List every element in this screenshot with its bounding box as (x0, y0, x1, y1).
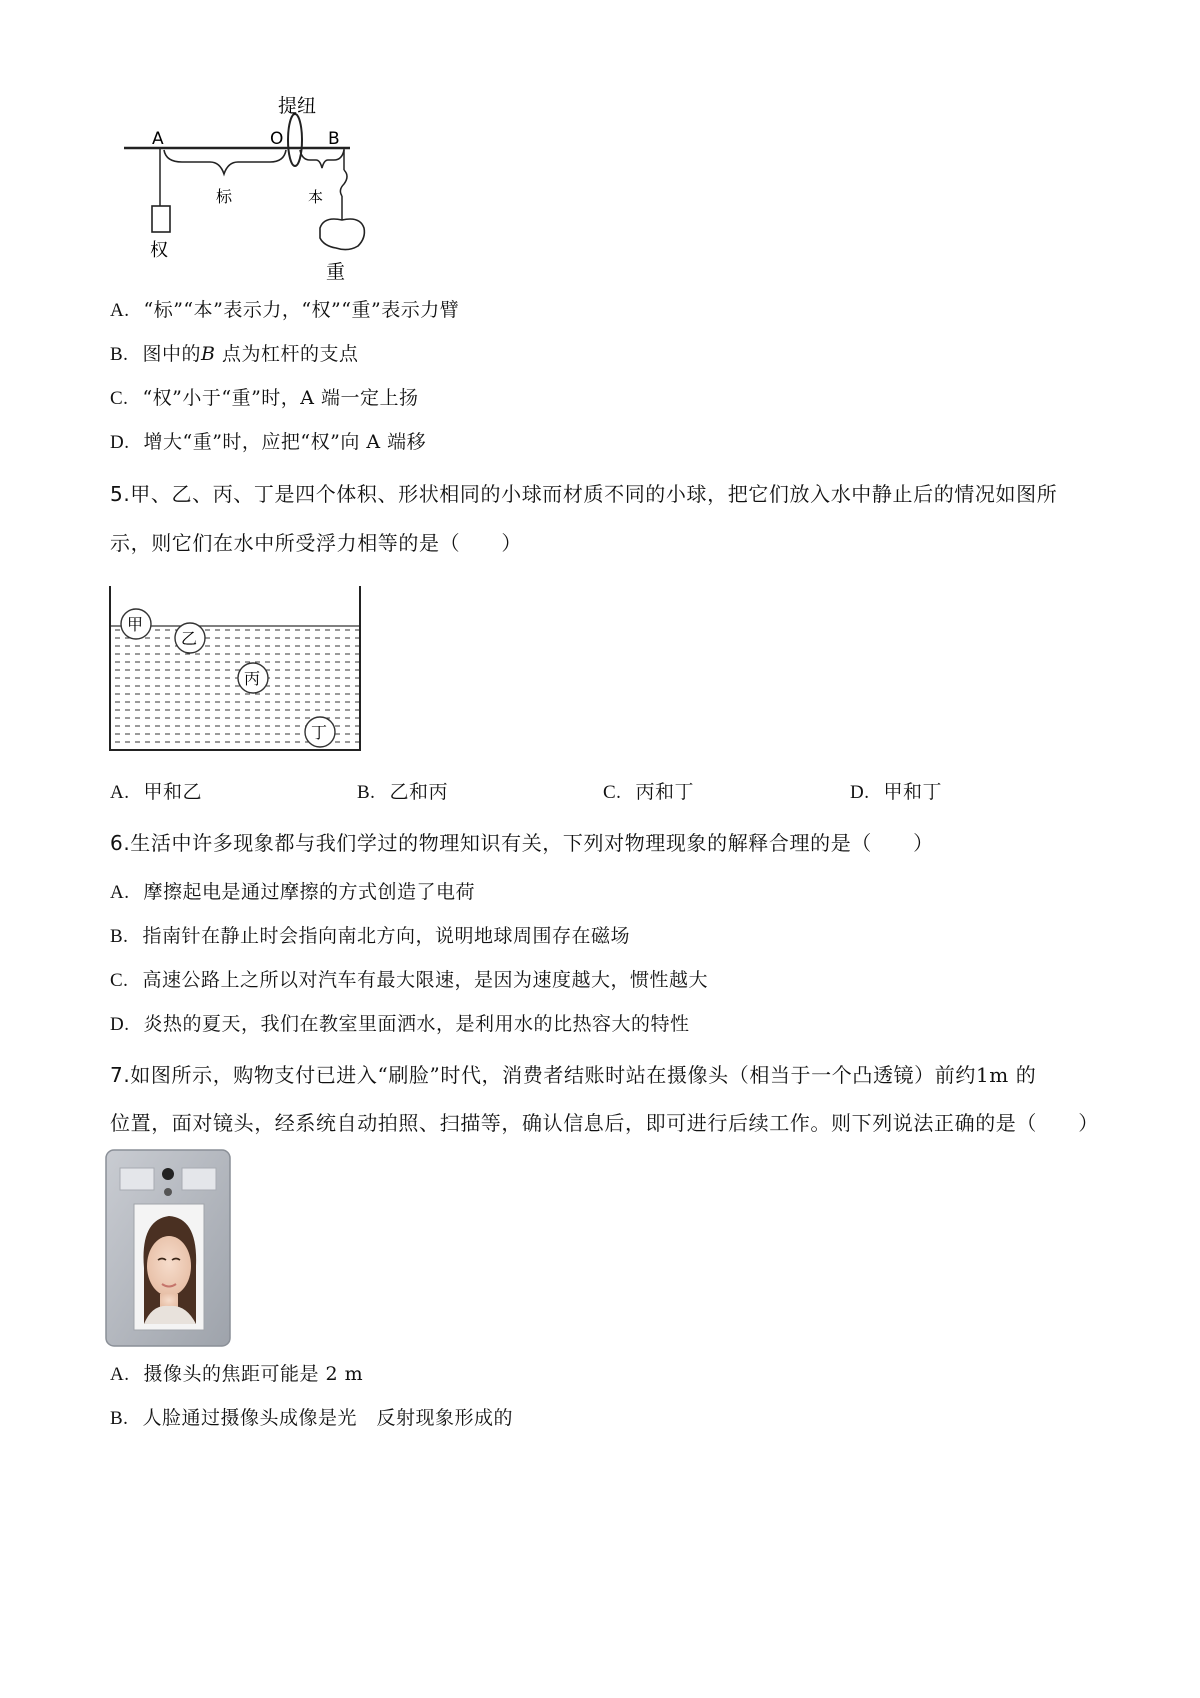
zhong-label: 重 (326, 261, 346, 283)
ball-yi: 乙 (181, 629, 198, 648)
q5-option-c: C. 丙和丁 (603, 781, 694, 803)
point-a-label: A (152, 129, 164, 149)
quan-label: 权 (150, 240, 168, 261)
water-tank-figure (104, 586, 366, 756)
q6-option-a: A. 摩擦起电是通过摩擦的方式创造了电荷 (110, 881, 475, 903)
steelyard-figure (120, 88, 390, 288)
face-pay-device-figure (104, 1148, 232, 1348)
q7-stem-line1: 7.如图所示，购物支付已进入“刷脸”时代，消费者结账时站在摄像头（相当于一个凸透镜）前约1m 的 (110, 1063, 1037, 1087)
q5-stem-line2: 示，则它们在水中所受浮力相等的是（ ） (110, 531, 522, 555)
q5-option-a: A. 甲和乙 (110, 781, 202, 803)
q5-option-b: B. 乙和丙 (357, 781, 448, 803)
ball-ding: 丁 (311, 723, 328, 742)
q4-option-c: C. “权”小于“重”时，A 端一定上扬 (110, 387, 419, 409)
ball-bing: 丙 (244, 669, 261, 688)
point-b-label: B (328, 129, 340, 149)
ben-label: 本 (308, 188, 324, 206)
biao-label: 标 (216, 187, 233, 206)
q4-option-d: D. 增大“重”时，应把“权”向 A 端移 (110, 431, 427, 453)
q5-stem-line1: 5.甲、乙、丙、丁是四个体积、形状相同的小球而材质不同的小球，把它们放入水中静止后的情况如图所 (110, 482, 1058, 506)
q6-option-b: B. 指南针在静止时会指向南北方向，说明地球周围存在磁场 (110, 925, 630, 947)
q4-option-b: B. 图中的B 点为杠杆的支点 (110, 343, 359, 365)
q7-stem-line2: 位置，面对镜头，经系统自动拍照、扫描等，确认信息后，即可进行后续工作。则下列说法正确的是（ ） (110, 1111, 1099, 1135)
ball-jia: 甲 (127, 615, 144, 634)
q7-option-b: B. 人脸通过摄像头成像是光 反射现象形成的 (110, 1407, 513, 1429)
q6-option-c: C. 高速公路上之所以对汽车有最大限速，是因为速度越大，惯性越大 (110, 969, 708, 991)
q7-option-a: A. 摄像头的焦距可能是 2 m (110, 1363, 364, 1385)
point-o-label: O (270, 129, 284, 149)
q6-option-d: D. 炎热的夏天，我们在教室里面洒水，是利用水的比热容大的特性 (110, 1013, 690, 1035)
q6-stem: 6.生活中许多现象都与我们学过的物理知识有关，下列对物理现象的解释合理的是（ ） (110, 831, 934, 855)
q5-option-d: D. 甲和丁 (850, 781, 942, 803)
tiniu-label: 提纽 (278, 95, 317, 117)
q4-option-a: A. “标”“本”表示力，“权”“重”表示力臂 (110, 299, 460, 321)
